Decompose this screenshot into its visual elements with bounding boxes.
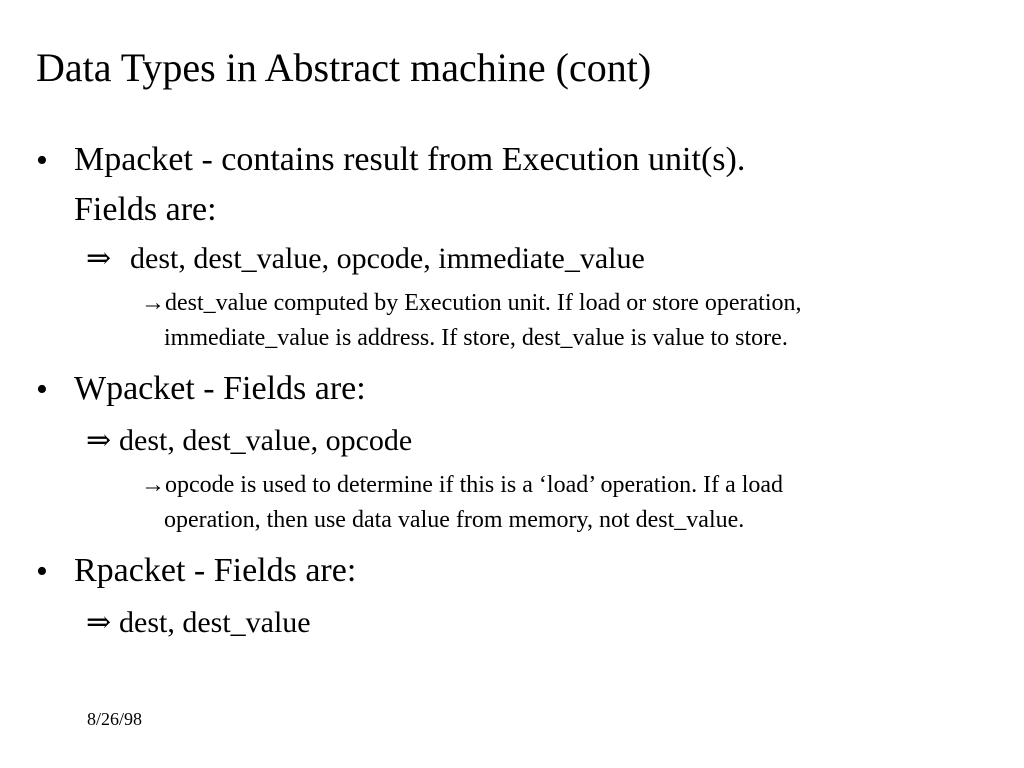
implies-arrow-icon: ⇒: [86, 242, 112, 275]
wpacket-detail-line2: operation, then use data value from memory, not dest_value.: [164, 507, 745, 533]
mpacket-heading-line1: Mpacket - contains result from Execution unit(s).: [74, 141, 746, 178]
wpacket-detail-line1: opcode is used to determine if this is a ‘load’ operation. If a load: [165, 472, 784, 498]
wpacket-fields: dest, dest_value, opcode: [119, 424, 413, 457]
rpacket-heading: Rpacket - Fields are:: [74, 552, 357, 589]
footer-date: 8/26/98: [87, 709, 143, 729]
mpacket-detail-line2: immediate_value is address. If store, dest_value is value to store.: [164, 325, 788, 351]
mpacket-fields: dest, dest_value, opcode, immediate_value: [130, 242, 645, 275]
slide-title: Data Types in Abstract machine (cont): [36, 45, 652, 90]
bullet-marker: •: [36, 371, 48, 408]
right-arrow-icon: →: [141, 290, 165, 316]
implies-arrow-icon: ⇒: [86, 606, 112, 639]
mpacket-detail-line1: dest_value computed by Execution unit. If load or store operation,: [165, 290, 802, 316]
wpacket-heading: Wpacket - Fields are:: [74, 370, 366, 407]
implies-arrow-icon: ⇒: [86, 424, 112, 457]
rpacket-fields: dest, dest_value: [119, 606, 311, 639]
bullet-marker: •: [36, 142, 48, 179]
right-arrow-icon: →: [141, 472, 165, 498]
mpacket-heading-line2: Fields are:: [74, 191, 217, 228]
bullet-marker: •: [36, 553, 48, 590]
